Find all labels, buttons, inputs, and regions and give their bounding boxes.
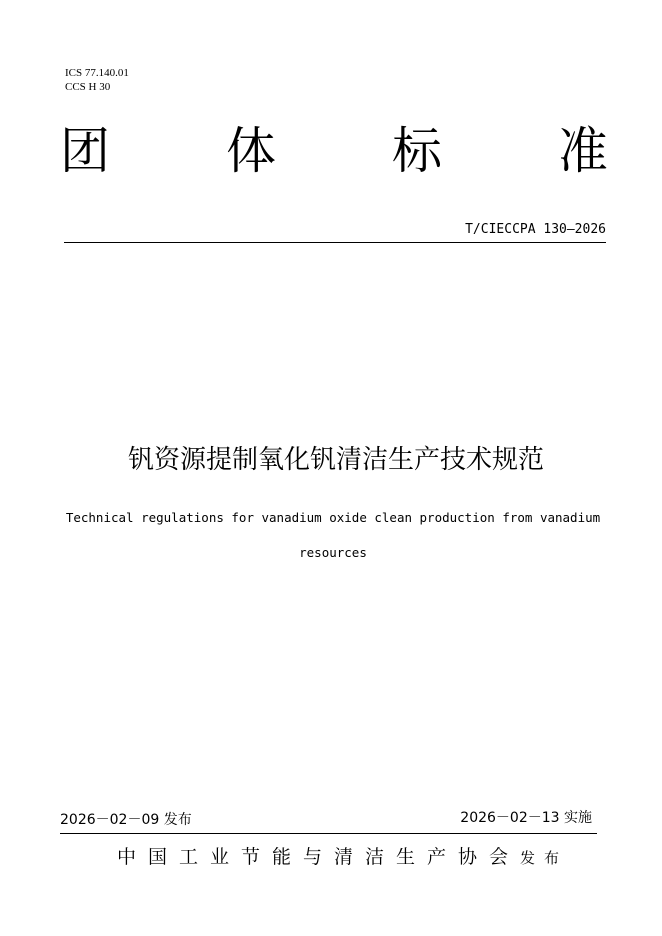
issue-date: 2026－02－09 发布: [60, 812, 192, 828]
title-chinese: 钒资源提制氧化钒清洁生产技术规范: [127, 445, 544, 475]
standard-number: T/CIECCPA 130—2026: [465, 222, 606, 237]
publisher-suffix: 发布: [520, 849, 569, 867]
publisher-line: [117, 843, 568, 872]
ccs-code: CCS H 30: [65, 81, 111, 93]
document-type-heading: [60, 118, 608, 184]
document-type-char: 团: [60, 122, 110, 180]
classification-codes: [65, 66, 129, 94]
document-type-char: 体: [226, 122, 276, 180]
implementation-date: 2026－02－13 实施: [460, 810, 592, 826]
publisher-name: 中国工业节能与清洁生产协会: [117, 846, 521, 868]
document-type-char: 准: [558, 122, 608, 180]
ics-code: ICS 77.140.01: [65, 67, 129, 79]
header-divider: [64, 242, 606, 243]
footer-divider: [60, 833, 597, 834]
document-type-char: 标: [392, 122, 442, 180]
title-english: Technical regulations for vanadium oxide clean production from vanadium resources: [65, 510, 601, 560]
